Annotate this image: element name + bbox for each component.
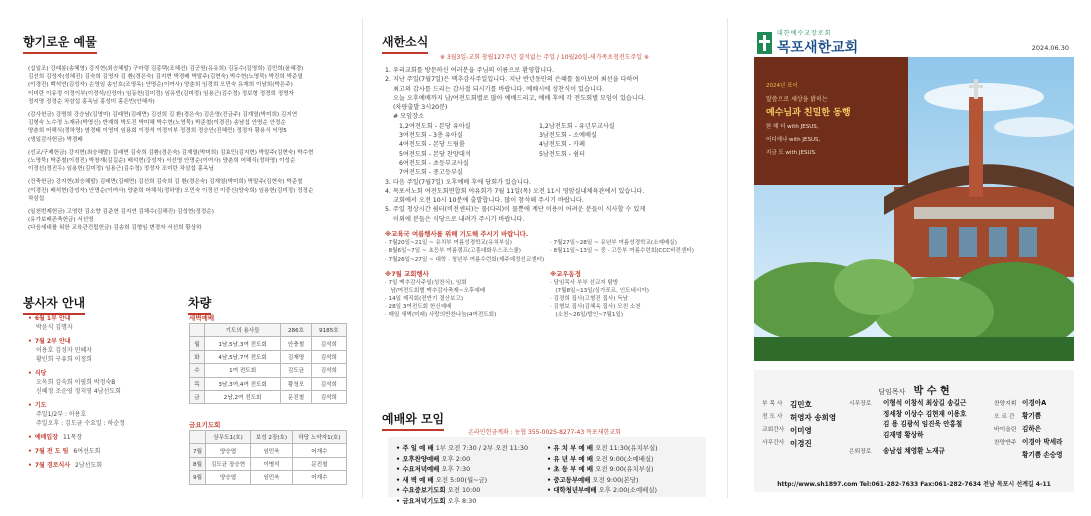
staff-row [762, 424, 836, 437]
volunteer-text: 주일1/2부 : 이용호 주일오후 : 김도균 수요일 : 하순정 [36, 411, 125, 427]
table-cell: 2남,2여 전도회 [204, 390, 280, 403]
retired-names: 송남섭 채영환 노재규 [883, 447, 945, 455]
staff-name: 황기쁨 손승영 [1022, 451, 1063, 459]
volunteer-item [28, 401, 180, 428]
bulletin-date: 2024.06.30 [1031, 44, 1069, 52]
staff-row [994, 424, 1063, 437]
table-cell: 금 [190, 390, 205, 403]
worship-name: • 금요저녁기도회 [396, 497, 446, 505]
worship-time: 오후 8:30 [447, 496, 477, 505]
table-cell: 7월 [190, 444, 206, 457]
table-cell: 김석희 [311, 364, 346, 377]
worship-item [396, 475, 547, 486]
table-row [190, 377, 347, 390]
meeting-place-row [385, 168, 715, 177]
offering-group [28, 65, 346, 106]
table-cell: 김석희 [311, 390, 346, 403]
notice-item: · 김형보 집사(김혜옥 집사) 모친 소천 [550, 304, 641, 311]
news-item: 4. 목포서노회 여전도회연합회 야유회가 7월 11일(목) 오전 11시 영암실내체육관에서 있습니다. [385, 187, 645, 195]
notice-item: · 7월20일~21일 ~ 유치부 여름성경학교(유치부실) [385, 240, 512, 247]
table-row [190, 364, 347, 377]
staff-directory [754, 370, 1074, 492]
volunteer-item [28, 433, 180, 442]
table-cell [190, 324, 205, 337]
meeting-place: 1,2남전도회 - 유년부교사실 [539, 122, 615, 130]
yearly-motto [754, 57, 908, 185]
volunteer-text: 박윤식 김명자 [36, 324, 73, 331]
offering-line: 양춘희 어해식(정하영) 염경태 이영미 임용회 이정석 이정이부 정경희 정승안(진혜민) 정정자 황용식 익명5 [28, 128, 287, 135]
worship-name: • 유 치 부 예 배 [547, 444, 593, 452]
news-item: 이외에 분들은 식당으로 내려가 주시기 바랍니다. [393, 215, 525, 223]
meeting-place: 5여전도회 - 본당 찬양대석 [399, 150, 471, 158]
worship-time: 오후 2:00(소예배실) [598, 486, 657, 494]
staff-row [994, 398, 1063, 411]
staff-row [994, 437, 1063, 450]
volunteer-item [28, 369, 180, 396]
worship-item [396, 443, 547, 454]
table-cell: 상무도1(호) [206, 431, 251, 444]
volunteer-text: 2남선도회 [75, 462, 103, 469]
worship-time: 오전 9:00(유치부실) [595, 465, 654, 473]
worship-item [547, 475, 698, 486]
member-news-heading: ※교우동정 [550, 269, 581, 278]
table-row [190, 337, 347, 350]
logo-text [777, 28, 858, 57]
worship-name: • 중고등부예배 [547, 476, 590, 484]
worship-name: • 주 일 예 배 [396, 444, 434, 452]
worship-time: 오전 11:30(유치부실) [595, 444, 658, 452]
volunteer-label: • 6월 1부 안내 [28, 314, 180, 323]
volunteer-text: 이용호 김성자 민혜자 황인희 구유희 이정희 [36, 347, 92, 363]
notice-item: · 김정희 집사(고형진 집사) 득남 [550, 296, 629, 303]
news-subtitle: ※ 3월3일-교회 창립127주년 결석없는 주일 / 10월20일-새가족초청전도주일 ※ [439, 54, 649, 61]
meeting-place: 3남전도회 - 소예배실 [539, 132, 597, 140]
worship-item [547, 443, 698, 454]
motto-year: 2024년 표어 [766, 83, 798, 89]
volunteer-item [28, 314, 180, 332]
table-row [190, 350, 347, 363]
table-cell: 양승엽 [206, 471, 251, 484]
table-cell: 3남,3여,4여 전도회 [204, 377, 280, 390]
offering-line: 김형숙 노수정 노재규(박영신) 반재희 박도진 박미혜 박수현(노영묵) 박준철(이경진) 송남섭 안명순 안정순 [28, 120, 286, 127]
news-list-2 [385, 178, 715, 224]
table-cell: 김석희 [311, 337, 346, 350]
offering-group [28, 111, 346, 144]
table-cell: 임민욱 [251, 444, 293, 457]
notice-item: · 8월6일~7일 ~ 초등부 여름캠프(고흥대화우스조스쿨) [385, 248, 521, 255]
senior-pastor-name: 박 수 현 [913, 386, 950, 397]
church-photo [754, 57, 1074, 361]
table-cell: 기도의 용사들 [204, 324, 280, 337]
worship-name: • 유 년 부 예 배 [547, 455, 593, 463]
member-news-list [550, 279, 715, 319]
staff-row [762, 398, 836, 411]
friday-prayer-label: 금요기도회 [189, 421, 221, 429]
church-contact: http://www.sh1897.com Tel:061-282-7633 Fax:061-282-7634 전남 목포시 선계길 4-11 [777, 481, 1051, 488]
dawn-worship-label: 새벽예배 [189, 314, 215, 322]
member-news [550, 264, 715, 320]
table-row [190, 390, 347, 403]
offering-line: (감사헌금) 강명희 강승남(김영미) 김래면(김래면) 김선희 김 환(경은숙) 김은영(진금주) 김재열(박미희) 김지연 [28, 112, 298, 119]
offering-group [28, 178, 346, 203]
worship-schedule [388, 437, 706, 505]
meeting-place: 5남전도회 - 쉼터 [539, 150, 585, 158]
table-cell: 문진철 [281, 390, 311, 403]
worship-name: • 대학청년부예배 [547, 486, 597, 494]
volunteer-item [28, 461, 180, 470]
news-item: 최고의 감사를 드리는 감사절 되시기를 바랍니다. 예배시에 성찬식이 있습니다. [393, 85, 604, 93]
right-panel [727, 0, 1091, 516]
table-cell: 어재수 [292, 471, 346, 484]
worship-time: 오후 7:30 [441, 465, 471, 473]
motto-line: 어디에나 with JESUS, [766, 137, 821, 143]
friday-car-table [189, 430, 347, 485]
volunteer-text: 오옥희 김숙희 이필희 박정숙B 신혜정 조순영 정지영 4남선도회 [36, 379, 121, 395]
senior-pastor [754, 382, 1074, 397]
notice-item: (소천~26일/발인~7월1일) [550, 312, 624, 319]
meeting-place: 7여전도회 - 중고등부실 [399, 169, 463, 177]
meeting-place-row [385, 122, 715, 131]
table-cell: 이병석 [251, 457, 293, 470]
volunteer-label: • 식당 [28, 369, 180, 378]
worship-name: • 오후찬양예배 [396, 455, 439, 463]
offerings-title: 향기로운 예물 [23, 33, 97, 54]
staff-left [762, 398, 836, 450]
church-logo [757, 28, 858, 57]
staff-name: 이경진 [790, 439, 812, 448]
car-title: 차량 [188, 294, 211, 315]
offering-line: (이경진) 배석현(강성자) 안명순(이여사) 양춘희 어해식(정하영) 오민숙 이정선 이중신(양숙희) 임용헌(김미정) 정정순 [28, 187, 314, 194]
notice-item: · 7일 맥추감사주일(성찬식), 임회 [385, 279, 467, 286]
worship-item [396, 496, 547, 507]
staff-role: 교회간사 [762, 427, 785, 433]
meeting-place: 1,2여전도회 - 본당 유아실 [399, 122, 471, 130]
july-events-heading: ※7월 교회행사 [385, 269, 429, 278]
table-row [190, 324, 347, 337]
notice-item: (7월8일~13일/싱가포르, 인도네시아) [550, 288, 649, 295]
meeting-place [539, 168, 679, 177]
table-cell: 김도균 [281, 364, 311, 377]
table-cell: 양승엽 [206, 444, 251, 457]
worship-name: • 수요중보기도회 [396, 486, 446, 494]
staff-row [994, 450, 1063, 461]
volunteer-text: 6여선도회 [73, 448, 101, 455]
table-row [190, 457, 347, 470]
elders-line: 김재명 황상하 [883, 430, 924, 439]
volunteers-title: 봉사자 안내 [23, 294, 85, 315]
motto-line: 말씀으로 세상을 밝히는 [766, 96, 828, 103]
worship-time: 오전 10:00 [447, 486, 481, 494]
table-cell: 보성 2장(호) [251, 431, 293, 444]
news-body [385, 66, 715, 319]
offerings-list [28, 65, 346, 238]
meeting-place-row [385, 140, 715, 149]
offering-line: (생일감사헌금) 박경배 [28, 136, 83, 143]
worship-time: 1부 오전 7:30 / 2부 오전 11:30 [435, 444, 529, 452]
table-row [190, 444, 347, 457]
table-cell: 9월 [190, 471, 206, 484]
worship-name: • 초 등 부 예 배 [547, 465, 593, 473]
table-cell: 김석희 [311, 377, 346, 390]
meeting-place-row [385, 159, 715, 168]
offering-line: (노영묵) 박준철(이경진) 박창재(김길순) 배석현(강성자) 서선영 안명순(이여사) 양춘희 어해식(정하영) 이성순 [28, 158, 296, 165]
offering-line: (십일조) 강래봉(송혜영) 강지현(최승혜딸) 구마령 김종택(조혜선) 김군원(유유희) 김동수(김영희) 김민희(윤혜경) [28, 66, 304, 72]
table-cell: 286호 [281, 324, 311, 337]
table-cell: 1남,5남,3여 전도회 [204, 337, 280, 350]
staff-name: 허영자 송희영 [790, 413, 837, 422]
offering-line: 이정선(정진우) 임용헌(김미정) 임용근(김수정) 정정자 조미란 차삼섭 홍옥님 [28, 166, 214, 173]
education-notice [385, 239, 715, 263]
offering-group [28, 149, 346, 174]
worship-item [396, 464, 547, 475]
news-item: 2. 지난 주일(7월7일)은 맥추감사주일입니다. 지난 반년동안의 은혜를 돌아보며 최선을 다하여 [385, 76, 639, 84]
elders [849, 398, 966, 459]
table-cell: 하당 노약자1(호) [292, 431, 346, 444]
church-events [385, 264, 715, 320]
staff-role: 사무간사 [762, 440, 785, 446]
meeting-place: 4여전도회 - 본당 드림룸 [399, 141, 465, 149]
worship-schedule-right [547, 443, 698, 494]
staff-role: 바이올린 [994, 427, 1017, 433]
motto-line: 지금 도 with JESUS. [766, 150, 817, 156]
staff-name: 김민호 [790, 400, 812, 409]
july-events-list [385, 279, 550, 319]
news-list [385, 66, 715, 122]
elders-line: 이형석 이창석 최상길 송길근 [883, 399, 967, 407]
staff-role [994, 450, 1022, 461]
offering-line: 정지영 정정순 차삼섭 홍옥님 홍성미 홍은빈(안혜자) [28, 98, 155, 105]
offering-line: (건축헌금) 강지현(최승혜딸) 김래면(김래면) 김선희 김숙희 김 환(경은숙) 김재열(박미희) 박말주(김현숙) 박준철 [28, 179, 303, 186]
elders-line: 김 용 김광석 임진욱 안홍철 [883, 420, 963, 428]
motto-line: 한 해 더 with JESUS, [766, 124, 819, 130]
elders-row [849, 398, 966, 440]
table-cell: 문진철 [292, 457, 346, 470]
meeting-place: 3여전도회 - 3층 유아실 [399, 132, 463, 140]
education-notice-left [385, 239, 550, 263]
notice-item: · 14일 제직회(전반기 결산보고) [385, 296, 464, 303]
education-notice-right [550, 239, 715, 263]
table-cell: 9185호 [311, 324, 346, 337]
car-schedule-table [189, 323, 347, 404]
worship-time: 오후 2:00 [441, 454, 471, 463]
staff-row [994, 411, 1063, 424]
news-item: 교회에서 오전 10시 10분에 출발합니다. 많이 참석해 주시기 바랍니다. [393, 197, 584, 205]
staff-role: 부 목 사 [762, 401, 783, 407]
table-row [190, 431, 347, 444]
elders-line: 정세창 이상수 김현재 이용호 [883, 409, 967, 418]
july-events [385, 264, 550, 320]
volunteer-label: • 예배입장 [28, 434, 58, 441]
table-cell: 안충철 [281, 337, 311, 350]
volunteer-item [28, 337, 180, 364]
worship-time: 오전 5:00(월~금) [435, 475, 488, 484]
center-panel [362, 0, 727, 516]
volunteer-text: 11목장 [62, 434, 83, 441]
table-cell: 1여 전도회 [204, 364, 280, 377]
staff-name: 황기쁨 [1022, 412, 1042, 420]
table-cell [190, 431, 206, 444]
notice-item: · 7월27일~28일 ~ 유년부 여름성경학교(소예배실) [550, 240, 677, 247]
worship-name: • 새 벽 예 배 [396, 476, 434, 484]
staff-role: 찬양지휘 [994, 401, 1017, 407]
staff-name: 김하은 [1022, 425, 1042, 433]
table-cell: 목 [190, 377, 205, 390]
table-cell: 김도균 장승현 [206, 457, 251, 470]
staff-row [762, 411, 836, 424]
worship-item [396, 485, 547, 496]
meeting-place [539, 159, 679, 168]
table-cell: 4남,5남,7여 전도회 [204, 350, 280, 363]
table-cell: 임민욱 [251, 471, 293, 484]
worship-item [547, 464, 698, 475]
news-item: # 모임장소 [393, 113, 425, 121]
offering-line: (이경진) 백석연(김성자) 손영임 송인호(조영옥) 안명순(이여사) 양춘희 임경희 오민숙 유재희 이남희(박은주) [28, 82, 293, 89]
staff-name: 이미영 [790, 426, 812, 435]
meeting-place-row [385, 131, 715, 140]
retired-label: 은퇴장로 [849, 449, 872, 455]
notice-item: · 매일 새벽(미래) 사랑의반찬나눔(4여전도회) [385, 312, 497, 319]
volunteers-list [28, 314, 180, 475]
online-offering-account: 온라인헌금계좌 : 농협 355-0025-8277-43 목포새한교회 [468, 429, 621, 436]
meeting-place: 6여전도회 - 초등부교사실 [399, 159, 469, 167]
offering-group [28, 208, 346, 233]
meeting-places [385, 122, 715, 178]
table-cell: 황청모 [281, 377, 311, 390]
offering-line: (유가보배존축헌금) 서선영 [28, 217, 94, 224]
table-cell: 어재수 [292, 444, 346, 457]
worship-time: 오전 9:00(소예배실) [595, 454, 654, 463]
table-cell: 월 [190, 337, 205, 350]
left-panel [0, 0, 362, 516]
senior-pastor-label: 담임목사 [878, 388, 906, 396]
volunteer-label: • 7월 경로식사 [28, 462, 70, 469]
news-item: (차량출발 3시20분) [393, 104, 448, 112]
table-cell: 김석희 [311, 350, 346, 363]
volunteer-item [28, 447, 180, 456]
staff-role: 오 르 간 [994, 414, 1015, 420]
motto-main: 예수님과 친밀한 동행 [766, 108, 851, 118]
table-cell: 8월 [190, 457, 206, 470]
staff-role: 찬양반주 [994, 440, 1017, 446]
offering-line: 이미란 이유정 이정이부(이정석/신성아) 임동헌(김미정) 임유빈(김미정) 임용근(김수정) 정보형 정경희 정명자 [28, 90, 294, 97]
worship-item [547, 485, 698, 496]
offering-line: (다음세대를 위한 교육관건립헌금) 김송희 김형임 변경자 서선희 황상하 [28, 225, 202, 232]
news-item: 3. 다음 주일(7월7일) 오후예배 후에 당회가 있습니다. [385, 178, 531, 186]
cross-icon [757, 32, 772, 54]
staff-role: 전 도 사 [762, 414, 783, 420]
elders-names [883, 398, 966, 440]
notice-item: 남/여전도회별 맥추감사축제~오후예배 [385, 288, 486, 295]
worship-name: • 수요저녁예배 [396, 465, 439, 473]
denomination: 대한예수교장로회 [777, 30, 832, 37]
offering-line: 김선희 김성자(성혜진) 김숙희 김영자 김 환(경은숙) 김지현 박경배 박말주(김현숙) 박수현(노영묵) 박진희 박준열 [28, 74, 303, 81]
volunteer-label: • 7월 2부 안내 [28, 337, 180, 346]
staff-name: 이경아A [1022, 399, 1047, 407]
elders-label: 시무장로 [849, 401, 872, 407]
notice-item: · 7월26일~27일 ~ 대학 · 청년부 여름수련회(제주예정선교센터) [385, 256, 545, 263]
table-cell: 수 [190, 364, 205, 377]
education-notice-heading: ※교육국 여름행사를 위해 기도해 주시기 바랍니다. [385, 230, 529, 239]
offering-line: 차삼섭 [28, 195, 45, 202]
church-name: 목포새한교회 [777, 40, 859, 56]
news-item: 오늘 오후예배까지 남/여전도회별로 많아 예배드리고, 예배 후에 각 전도회별 모임이 있습니다. [393, 94, 646, 102]
staff-name: 이경아 박세라 [1022, 438, 1063, 446]
table-row [190, 471, 347, 484]
worship-time: 오전 9:00(본당) [592, 475, 639, 484]
worship-item [547, 454, 698, 465]
meeting-place-row [385, 150, 715, 159]
music-staff [994, 398, 1063, 461]
notice-item: · 8월11일~13일 ~ 중 · 고등부 여름수련회(CCC비전센터) [550, 248, 694, 255]
notice-item: · 담임목사 부부 선교지 탐방 [550, 279, 619, 286]
volunteer-label: • 기도 [28, 401, 180, 410]
retired-row [849, 446, 966, 459]
worship-item [396, 454, 547, 465]
staff-row [762, 437, 836, 450]
news-item: 1. 우리교회를 방문하신 여러분을 주님의 이름으로 환영합니다. [385, 67, 555, 74]
meeting-place: 4남전도회 - 카페 [539, 141, 585, 149]
offering-line: (선교/구제헌금) 강지현(최승혜딸) 김래면 김숙희 김환(경은숙) 김재열(박미희) 김효민(김지현) 박말주(김현숙) 박수현 [28, 149, 314, 156]
offering-line: (일천번제헌금) 고영란 김소향 김준현 김지연 김해수(김해진) 김성현(정정순) [28, 209, 214, 216]
table-cell: 화 [190, 350, 205, 363]
worship-title: 예배와 모임 [382, 410, 444, 431]
volunteer-label: • 7월 전 도 팀 [28, 448, 68, 455]
notice-item: · 28일 3여전도회 헌신예배 [385, 304, 452, 311]
worship-schedule-left [396, 443, 547, 505]
news-item: 5. 주일 청상시간 쉼터(비전센터)는 물(다리)이 물뿐에 계단 이용이 어려운 분들이 식사할 수 있게 [385, 206, 646, 214]
news-title: 새한소식 [382, 33, 428, 54]
table-cell: 김재명 [281, 350, 311, 363]
